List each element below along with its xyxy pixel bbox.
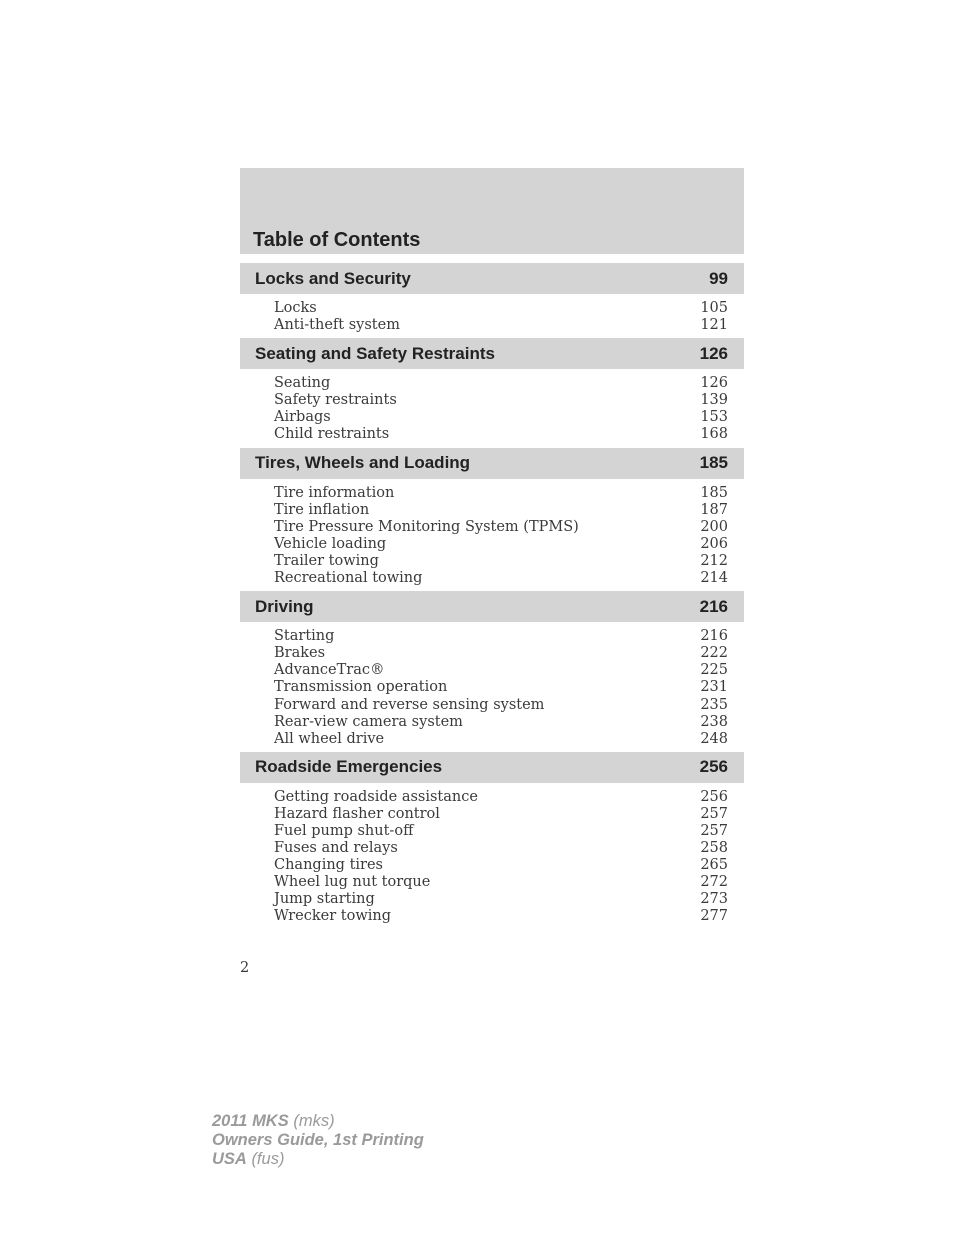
document-footer [212, 1112, 424, 1169]
toc-entry-page: 273 [700, 891, 728, 908]
toc-entry-label: Fuses and relays [274, 840, 398, 857]
toc-entry-page: 185 [700, 484, 728, 501]
toc-entry-label: Anti-theft system [274, 317, 400, 334]
toc-entry-page: 235 [700, 696, 728, 713]
toc-entry-page: 206 [700, 535, 728, 552]
toc-entry-label: All wheel drive [274, 730, 385, 747]
toc-entry-page: 214 [700, 570, 728, 587]
toc-entry-page: 105 [700, 300, 728, 316]
toc-entry[interactable] [274, 645, 728, 662]
toc-entry[interactable] [274, 840, 728, 857]
section-page: 256 [699, 757, 728, 777]
toc-entry[interactable] [274, 502, 728, 519]
section-items [240, 479, 744, 592]
toc-header [240, 168, 744, 254]
toc-entry-label: Airbags [274, 409, 331, 426]
toc-entry-label: Trailer towing [274, 552, 379, 569]
toc-entry[interactable] [274, 426, 728, 443]
toc-entry-page: 257 [700, 805, 728, 822]
toc-entry-label: Forward and reverse sensing system [274, 696, 545, 713]
toc-entry-page: 272 [700, 874, 728, 891]
footer-line-2: Owners Guide, 1st Printing [212, 1131, 424, 1149]
section-title: Roadside Emergencies [255, 757, 443, 777]
toc-entry-label: Wrecker towing [274, 908, 392, 925]
toc-entry-label: Fuel pump shut-off [274, 822, 414, 839]
section-title: Tires, Wheels and Loading [255, 453, 471, 473]
toc-entry-page: 168 [700, 426, 728, 443]
toc-entry[interactable] [274, 662, 728, 679]
toc-entry-page: 225 [700, 662, 728, 679]
toc-entry[interactable] [274, 714, 728, 731]
toc-entry[interactable] [274, 536, 728, 553]
section-page: 126 [699, 343, 728, 363]
toc-entry[interactable] [274, 519, 728, 536]
toc-entry-label: Jump starting [274, 891, 375, 908]
toc-entry-label: Brakes [274, 645, 326, 662]
toc-entry-label: Locks [274, 300, 317, 316]
page-title: Table of Contents [253, 229, 421, 251]
section-page: 185 [699, 453, 728, 473]
section-title: Driving [255, 596, 314, 616]
section-page: 99 [709, 268, 728, 288]
toc-entry-label: Getting roadside assistance [274, 788, 478, 805]
toc-entry[interactable] [274, 317, 728, 334]
toc-entry-label: AdvanceTrac® [274, 662, 385, 679]
toc-entry-label: Transmission operation [274, 679, 448, 696]
toc-entry[interactable] [274, 874, 728, 891]
toc-entry-label: Vehicle loading [274, 535, 387, 552]
toc-entry[interactable] [274, 570, 728, 587]
toc-entry-label: Child restraints [274, 426, 390, 443]
section-title: Seating and Safety Restraints [255, 343, 495, 363]
section-page: 216 [699, 596, 728, 616]
toc-entry-page: 231 [700, 679, 728, 696]
toc-entry-page: 248 [700, 730, 728, 747]
toc-entry-label: Wheel lug nut torque [274, 874, 431, 891]
page-number: 2 [240, 960, 250, 976]
toc-entry[interactable] [274, 409, 728, 426]
toc-entry-page: 200 [700, 518, 728, 535]
toc-entry[interactable] [274, 789, 728, 806]
section-items [240, 622, 744, 752]
toc-entry-page: 212 [700, 552, 728, 569]
section-items [240, 369, 744, 447]
toc-entry[interactable] [274, 485, 728, 502]
section-header[interactable] [240, 338, 744, 369]
toc-entry-page: 139 [700, 392, 728, 409]
toc-entry[interactable] [274, 908, 728, 925]
footer-line-1: 2011 MKS (mks) [212, 1112, 335, 1130]
footer-line-3: USA (fus) [212, 1150, 285, 1168]
toc-entry[interactable] [274, 891, 728, 908]
toc-entry-page: 153 [700, 409, 728, 426]
toc-entry-label: Recreational towing [274, 570, 423, 587]
toc-entry-label: Tire Pressure Monitoring System (TPMS) [274, 518, 579, 535]
toc-entry-page: 256 [700, 788, 728, 805]
toc-entry-page: 258 [700, 840, 728, 857]
toc-entry[interactable] [274, 697, 728, 714]
toc-entry-page: 222 [700, 645, 728, 662]
toc-entry-label: Seating [274, 375, 331, 392]
toc-entry-label: Rear-view camera system [274, 713, 463, 730]
toc-entry-page: 126 [700, 375, 728, 392]
toc-entry[interactable] [274, 628, 728, 645]
toc-entry[interactable] [274, 375, 728, 392]
toc-entry[interactable] [274, 806, 728, 823]
toc-entry-label: Hazard flasher control [274, 805, 440, 822]
toc-entry-label: Safety restraints [274, 392, 397, 409]
section-header[interactable] [240, 752, 744, 783]
section-header[interactable] [240, 263, 744, 294]
section-header[interactable] [240, 448, 744, 479]
toc-entry-page: 121 [700, 317, 728, 334]
section-header[interactable] [240, 591, 744, 622]
toc-entry-label: Starting [274, 628, 335, 645]
toc-entry[interactable] [274, 857, 728, 874]
section-items [240, 783, 744, 930]
toc-entry-page: 257 [700, 822, 728, 839]
toc-entry-label: Changing tires [274, 857, 383, 874]
toc-entry[interactable] [274, 392, 728, 409]
section-items [240, 294, 744, 338]
table-of-contents [240, 263, 744, 930]
toc-entry[interactable] [274, 679, 728, 696]
toc-entry[interactable] [274, 553, 728, 570]
toc-entry-page: 238 [700, 713, 728, 730]
toc-entry-label: Tire inflation [274, 501, 370, 518]
toc-entry-label: Tire information [274, 484, 395, 501]
section-title: Locks and Security [255, 268, 411, 288]
toc-entry[interactable] [274, 300, 728, 317]
toc-entry[interactable] [274, 731, 728, 748]
toc-entry-page: 265 [700, 857, 728, 874]
toc-entry-page: 216 [700, 628, 728, 645]
toc-entry[interactable] [274, 823, 728, 840]
toc-entry-page: 277 [700, 908, 728, 925]
toc-entry-page: 187 [700, 501, 728, 518]
